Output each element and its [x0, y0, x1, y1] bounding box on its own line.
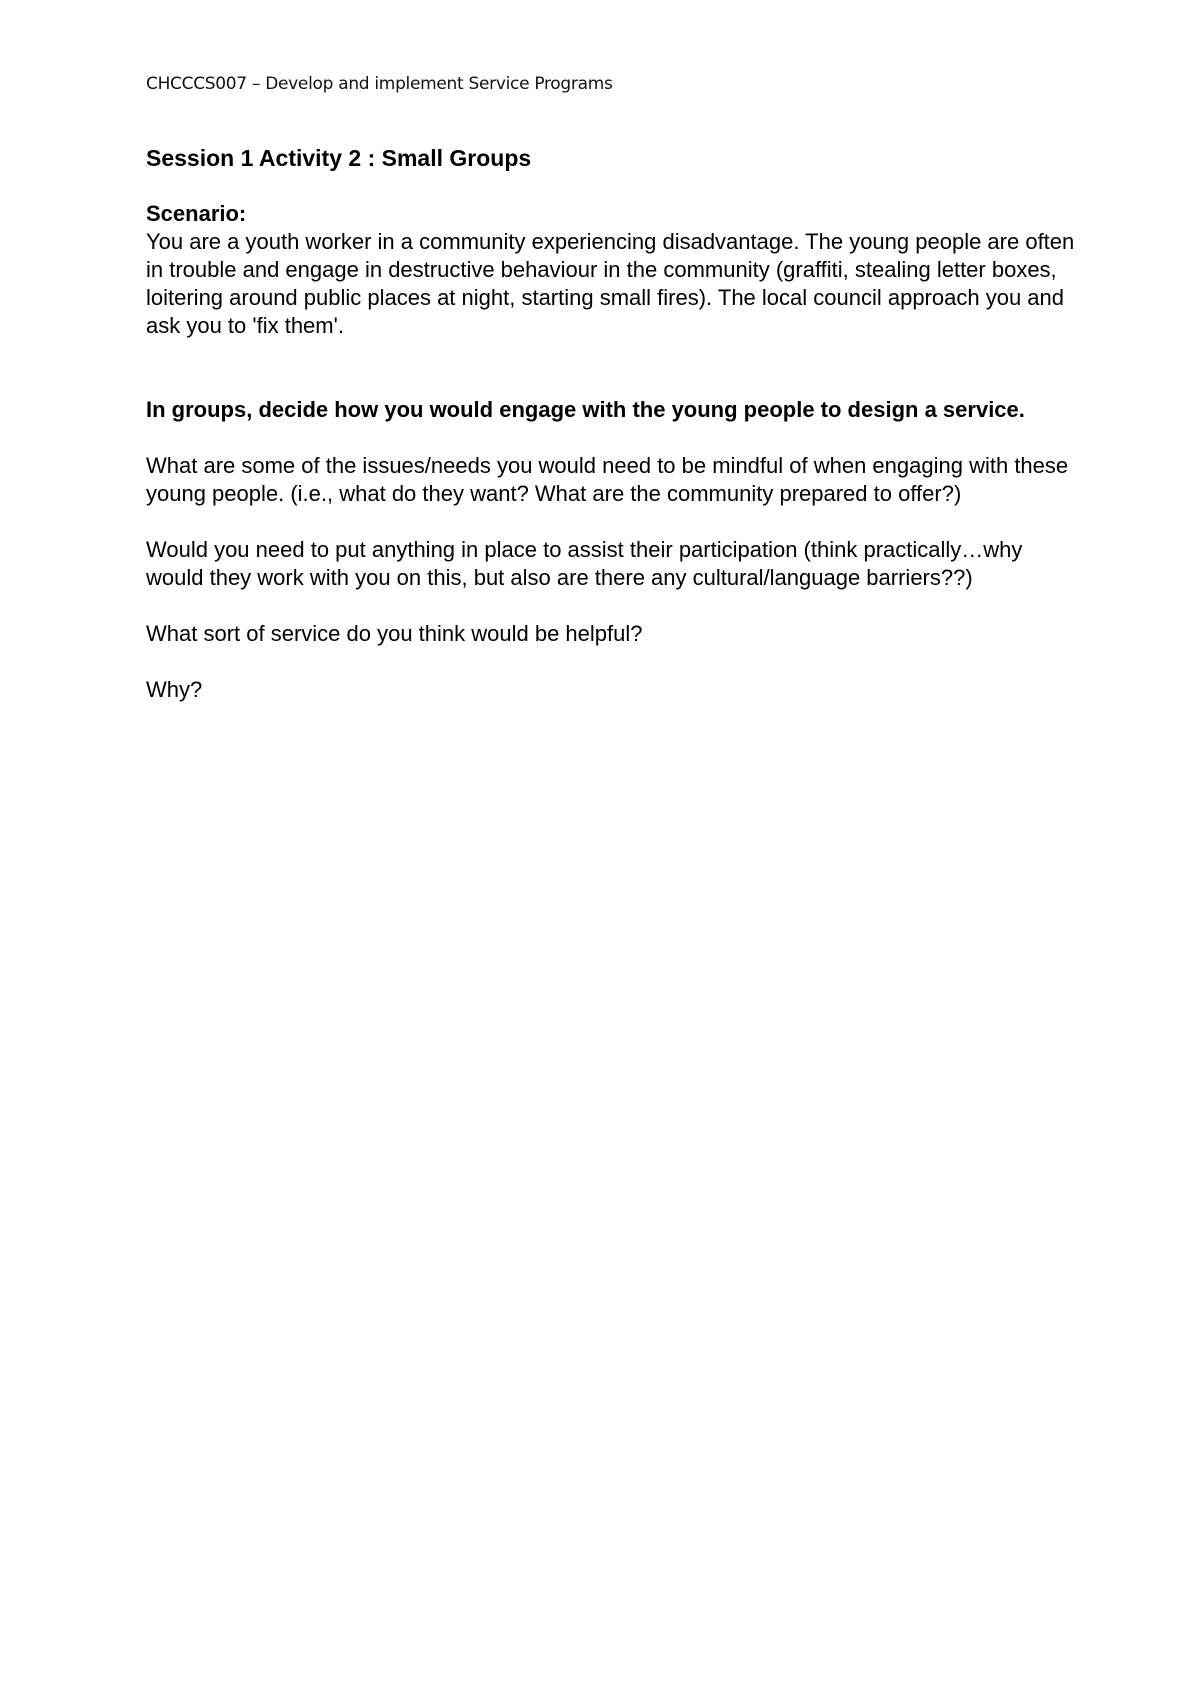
task-heading: In groups, decide how you would engage with the young people to design a service.: [146, 397, 1025, 422]
session-title: Session 1 Activity 2 : Small Groups: [146, 145, 532, 171]
question-service-type: What sort of service do you think would be helpful?: [146, 621, 643, 646]
scenario-label: Scenario:: [146, 201, 247, 226]
page-header: CHCCCS007 – Develop and implement Service Programs: [146, 74, 613, 94]
scenario-text: You are a youth worker in a community experiencing disadvantage. The young people are often in trouble and engage in destructive behaviour in the community (graffiti, stealing letter boxes, loitering around public places at night, starting small fires). The local council approach you and ask you to 'fix them'.: [146, 229, 1075, 338]
question-why: Why?: [146, 677, 203, 702]
document-body: [146, 144, 1076, 732]
question-participation: Would you need to put anything in place to assist their participation (think practically…why would they work with you on this, but also are there any cultural/language barriers??): [146, 537, 1023, 590]
question-issues-needs: What are some of the issues/needs you would need to be mindful of when engaging with these young people. (i.e., what do they want? What are the community prepared to offer?): [146, 453, 1069, 506]
